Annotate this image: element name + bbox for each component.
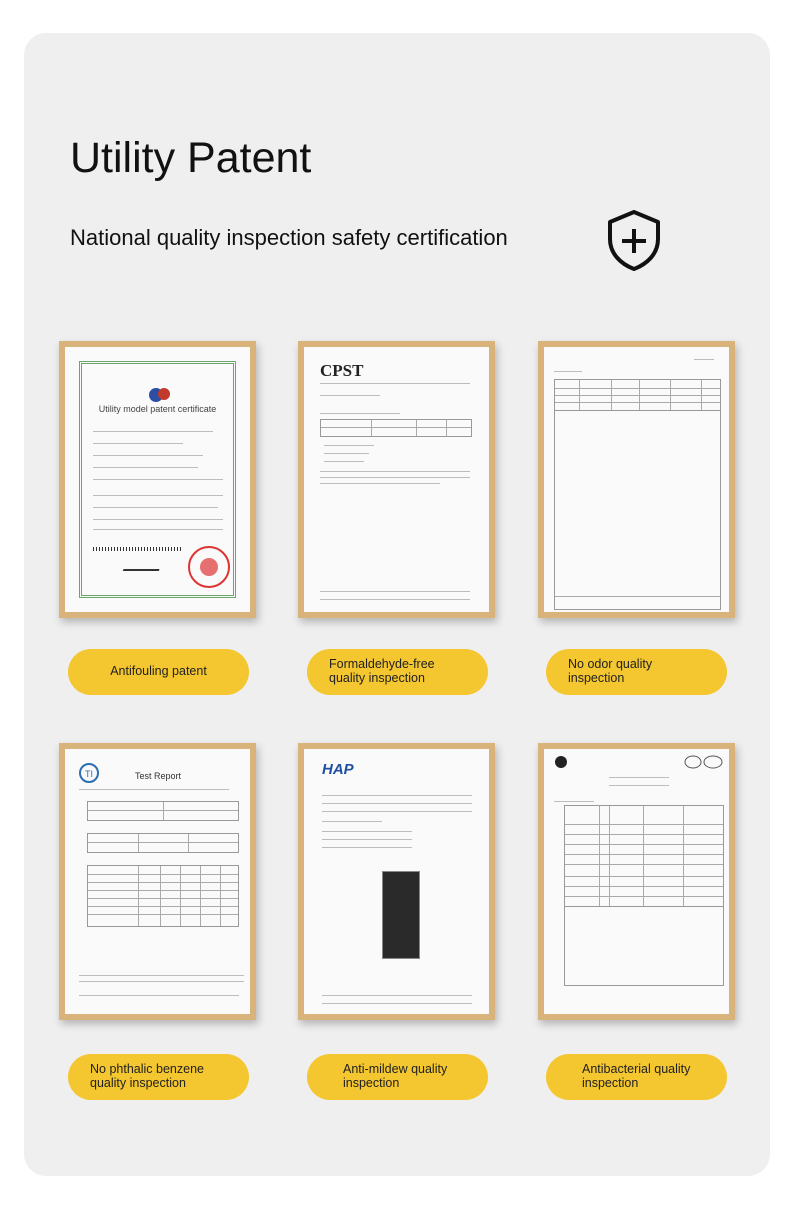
- certificate-paper: [65, 347, 250, 612]
- sample-table: [87, 801, 239, 821]
- certificate-paper: [65, 749, 250, 1014]
- certificate-heading: Utility model patent certificate: [98, 404, 217, 414]
- results-table: [87, 865, 239, 927]
- certificate-paper: [544, 749, 729, 1014]
- official-seal-icon: [187, 545, 231, 589]
- label-pill: Antibacterial quality inspection: [546, 1054, 727, 1100]
- certificate-frame-formaldehyde: [298, 341, 495, 618]
- page-subtitle: National quality inspection safety certification: [70, 225, 508, 250]
- label-pill: Anti-mildew quality inspection: [307, 1054, 488, 1100]
- results-table: [564, 805, 724, 907]
- barcode: [93, 547, 183, 551]
- accreditation-marks-icon: [684, 755, 724, 769]
- shield-plus-icon: [603, 208, 665, 272]
- lab-logo-icon: [554, 755, 568, 769]
- certificate-heading: Test Report: [135, 771, 182, 781]
- label-pill: Formaldehyde-free quality inspection: [307, 649, 488, 695]
- label-pill: Antifouling patent: [68, 649, 249, 695]
- page-title: Utility Patent: [70, 134, 312, 182]
- certificate-heading: CPST: [320, 361, 364, 380]
- certificate-frame-antibacterial: [538, 743, 735, 1020]
- certificate-paper: [544, 347, 729, 612]
- method-table: [87, 833, 239, 853]
- certificate-frame-patent: [59, 341, 256, 618]
- certificate-frame-odor: [538, 341, 735, 618]
- certificate-paper: [304, 347, 489, 612]
- certificate-frame-phthalate: [59, 743, 256, 1020]
- svg-text:TI: TI: [85, 769, 93, 779]
- results-table: [320, 419, 472, 437]
- report-body-frame: [564, 905, 724, 986]
- emblem-icon: [147, 385, 173, 405]
- lab-logo-icon: [79, 763, 99, 783]
- report-body-frame: [554, 409, 721, 610]
- results-table: [554, 379, 721, 411]
- label-pill: No odor quality inspection: [546, 649, 727, 695]
- signature: [123, 559, 163, 571]
- certificate-frame-mildew: [298, 743, 495, 1020]
- label-pill: No phthalic benzene quality inspection: [68, 1054, 249, 1100]
- sample-photo: [382, 871, 420, 959]
- certificate-paper: [304, 749, 489, 1014]
- certificate-heading: HAP: [322, 761, 354, 778]
